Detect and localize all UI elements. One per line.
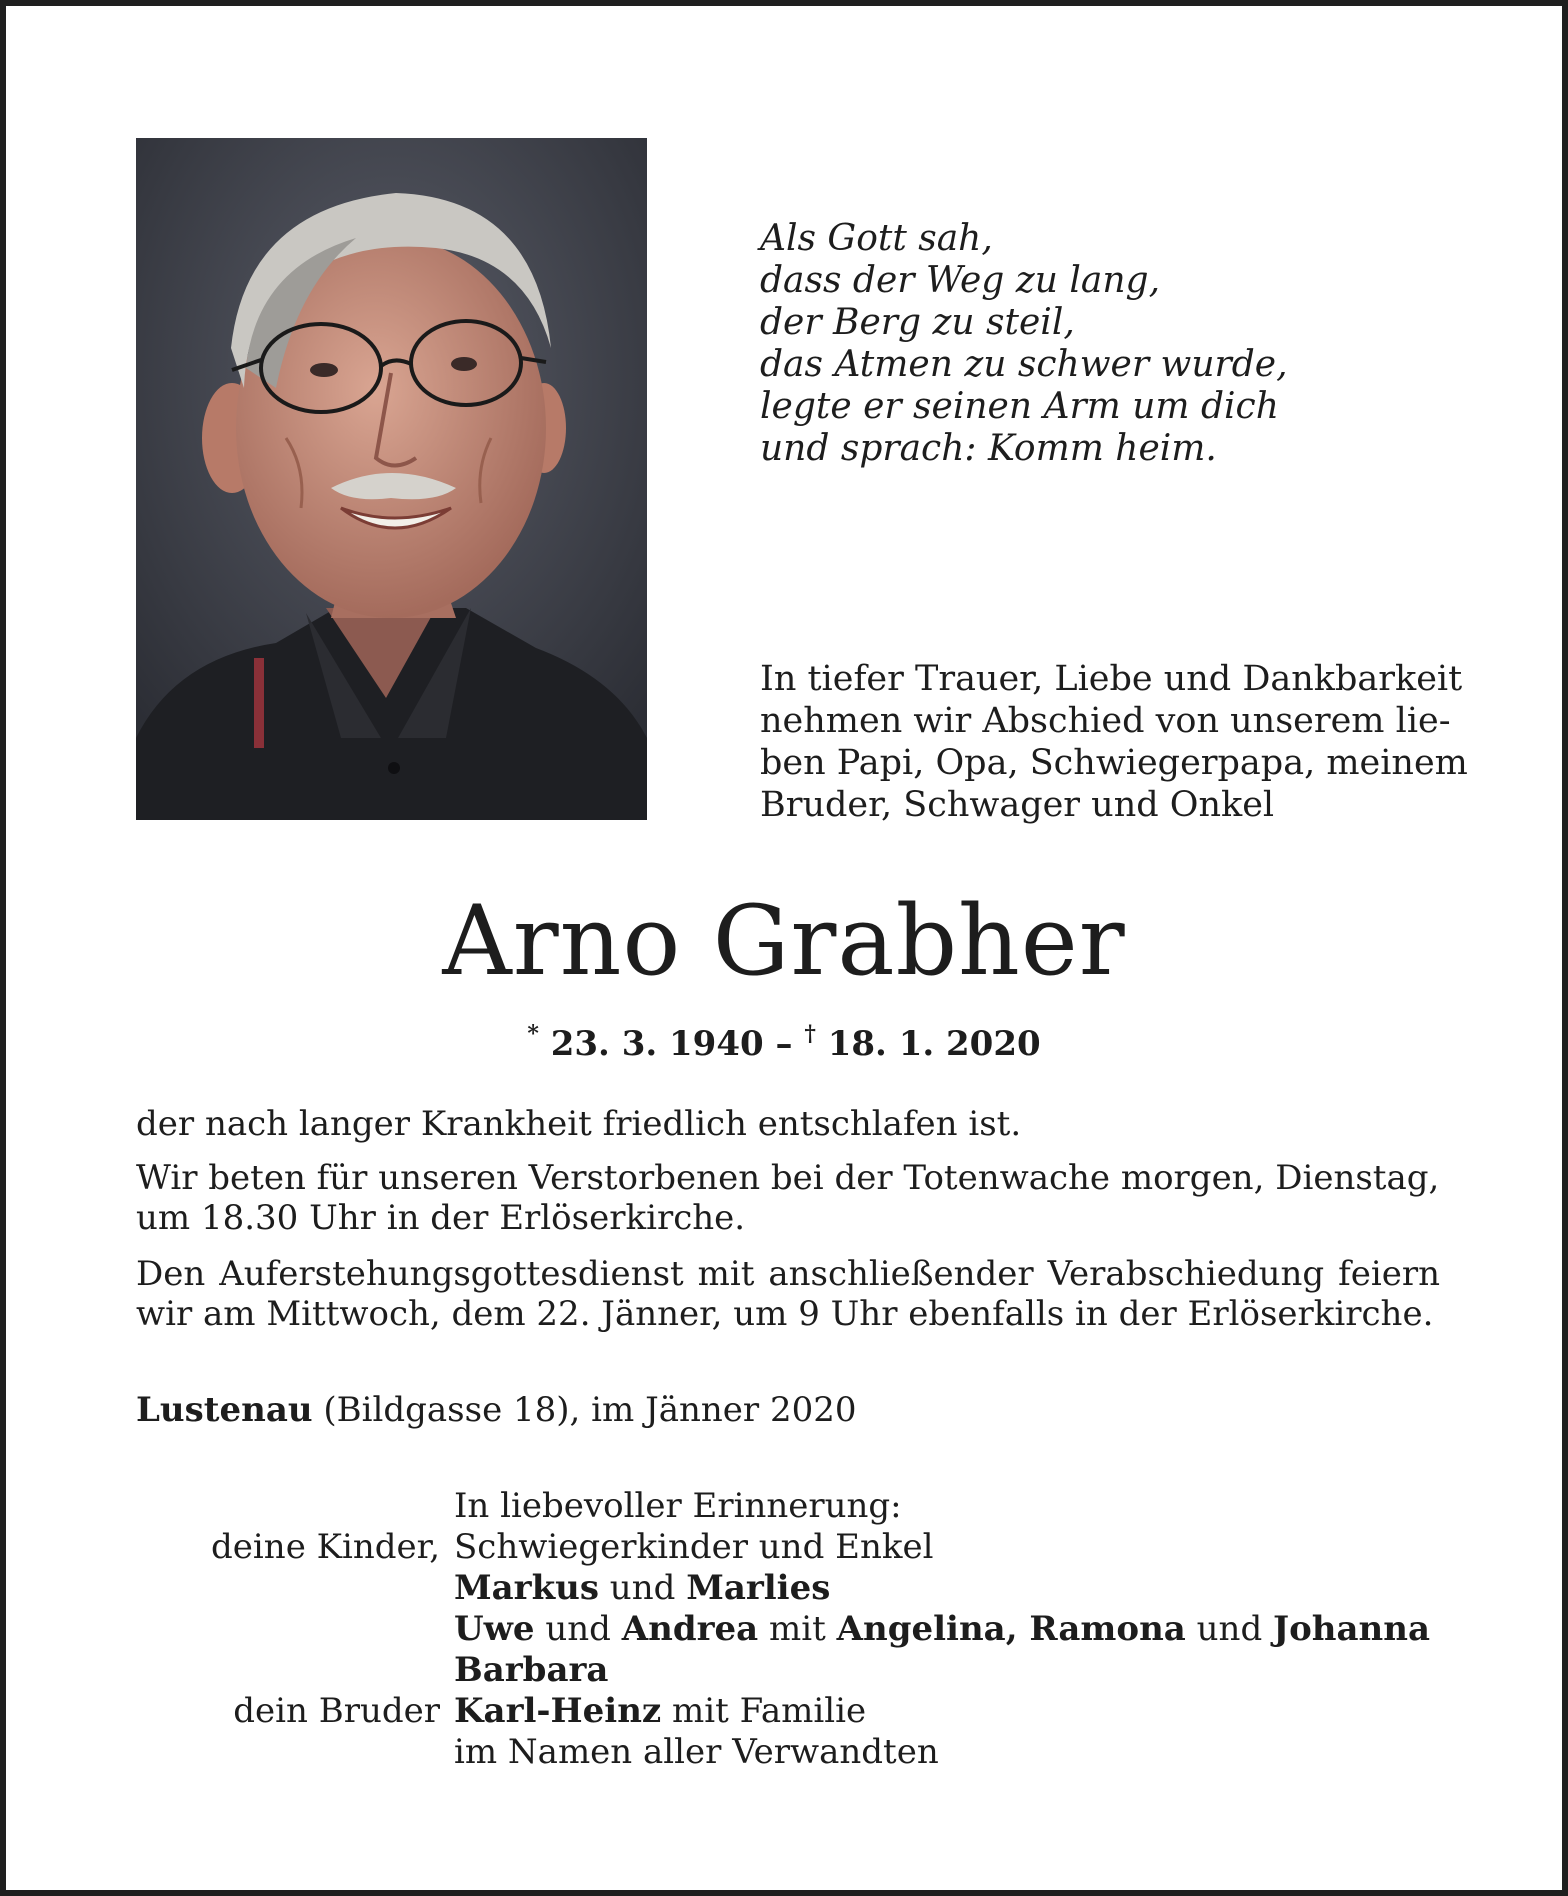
family-member: Johanna xyxy=(1273,1609,1431,1649)
children-text: Schwiegerkinder und Enkel xyxy=(454,1527,934,1567)
date-separator: – xyxy=(775,1024,793,1064)
family-line xyxy=(454,1568,830,1609)
poem-line: legte er seinen Arm um dich xyxy=(760,386,1279,427)
word: Den xyxy=(136,1254,206,1294)
shirt-stripe xyxy=(254,658,264,748)
signature-row xyxy=(6,1732,1562,1773)
word: mit xyxy=(697,1254,755,1294)
family-member: Barbara xyxy=(454,1650,609,1690)
intro-text xyxy=(760,658,1468,826)
birth-symbol: * xyxy=(527,1021,539,1047)
family-member: Uwe xyxy=(454,1609,535,1649)
conjunction: und xyxy=(534,1609,622,1649)
poem-line: und sprach: Komm heim. xyxy=(760,428,1217,469)
family-line xyxy=(454,1609,1430,1650)
town: Lustenau xyxy=(136,1390,313,1430)
birth-date: 23. 3. 1940 xyxy=(550,1024,764,1064)
family-member: Andrea xyxy=(621,1609,759,1649)
conjunction: und xyxy=(599,1568,687,1608)
word: Verabschiedung xyxy=(1047,1254,1325,1294)
deceased-name: Arno Grabher xyxy=(442,885,1126,997)
intro-line: nehmen wir Abschied von unserem lie- xyxy=(760,701,1451,741)
death-symbol: † xyxy=(804,1021,816,1047)
conjunction: mit xyxy=(758,1609,837,1649)
children-label: deine Kinder, xyxy=(211,1527,440,1567)
brother-label: dein Bruder xyxy=(233,1691,440,1731)
poem-line: dass der Weg zu lang, xyxy=(760,260,1161,301)
paragraph-line-justified xyxy=(136,1254,1440,1294)
signature-row xyxy=(6,1650,1562,1691)
address-and-date: (Bildgasse 18), im Jänner 2020 xyxy=(312,1390,857,1430)
portrait-photo xyxy=(136,138,647,820)
family-line xyxy=(454,1650,608,1691)
family-member: Markus xyxy=(454,1568,599,1608)
signature-row xyxy=(6,1568,1562,1609)
intro-line: ben Papi, Opa, Schwiegerpapa, meinem xyxy=(760,743,1468,783)
family-member: Angelina, Ramona xyxy=(836,1609,1186,1649)
intro-line: Bruder, Schwager und Onkel xyxy=(760,785,1275,825)
signature-row xyxy=(6,1691,1562,1732)
paragraph-line: der nach langer Krankheit friedlich entschlafen ist. xyxy=(136,1104,1022,1144)
conjunction: und xyxy=(1185,1609,1274,1649)
family-member: Marlies xyxy=(686,1568,831,1608)
poem xyxy=(760,218,1460,470)
paragraph-wake xyxy=(136,1158,1456,1238)
signature-row xyxy=(6,1527,1562,1568)
signature-heading: In liebevoller Erinnerung: xyxy=(454,1486,902,1526)
signature-row xyxy=(6,1486,1562,1527)
poem-line: das Atmen zu schwer wurde, xyxy=(760,344,1288,385)
paragraph-line: um 18.30 Uhr in der Erlöserkirche. xyxy=(136,1198,746,1238)
portrait-illustration xyxy=(136,138,647,820)
death-date: 18. 1. 2020 xyxy=(827,1024,1041,1064)
place-and-date xyxy=(136,1390,856,1430)
paragraph-line: wir am Mittwoch, dem 22. Jänner, um 9 Uhr ebenfalls in der Erlöserkirche. xyxy=(136,1294,1434,1334)
poem-line: der Berg zu steil, xyxy=(760,302,1075,343)
signature-block xyxy=(6,1486,1562,1773)
conjunction: mit Familie xyxy=(661,1691,867,1731)
word: anschließender xyxy=(768,1254,1034,1294)
paragraph-service xyxy=(136,1254,1456,1334)
intro-line: In tiefer Trauer, Liebe und Dankbarkeit xyxy=(760,659,1463,699)
poem-line: Als Gott sah, xyxy=(760,218,993,259)
signature-row xyxy=(6,1609,1562,1650)
word: Auferstehungsgottesdienst xyxy=(219,1254,684,1294)
life-dates xyxy=(6,1012,1562,1066)
closing-line: im Namen aller Verwandten xyxy=(454,1732,939,1772)
word: feiern xyxy=(1338,1254,1440,1294)
family-line xyxy=(454,1691,866,1732)
paragraph-passing xyxy=(136,1104,1456,1144)
family-member: Karl-Heinz xyxy=(454,1691,662,1731)
paragraph-line: Wir beten für unseren Verstorbenen bei der Totenwache morgen, Dienstag, xyxy=(136,1158,1440,1198)
